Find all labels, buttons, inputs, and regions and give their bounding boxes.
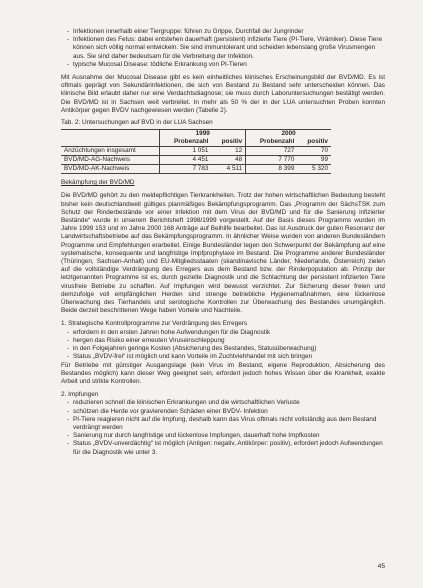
cell: 7 783 [160,165,212,174]
cell: 4 511 [211,165,245,174]
row-label: BVD/MD-AG-Nachweis [61,156,160,165]
col-header: positiv [211,138,245,147]
cell: 12 [211,147,245,156]
table-header-row [61,138,331,147]
list-item: - Infektionen des Fetus: dabei entstehen dauerhaft (persistent) infizierte Tiere (PI-Tiere, Virämiker). Diese Tiere können sich völlig normal entwickeln. Sie sind immuntolerant und scheiden lebenslang große Virusmengen aus. Sie sind daher bedeutsam für die Verbreitung der Infektion. [67,36,385,61]
row-label: BVD/MD-AK-Nachweis [61,165,160,174]
cell: 1 051 [160,147,212,156]
strategy-1-list [67,329,385,362]
paragraph-control: Die BVD/MD gehört zu den meldepflichtigen Tierkrankheiten. Trotz der hohen wirtschaftlichen Bedeutung besteht bisher kein deutschlandweit gültiges planmäßiges Bekämpfungsprogramm. Das „Programm der SächsTSK zum Schutz der Rinderbestände vor einer Infektion mit dem Virus der BVD/MD und für die Sanierung infizierter Bestände“ wurde in unserem Berichtsheft 1998/1999 vorgestellt. Auf der Basis dieses Programms wurden im Jahre 1999 153 und im Jahre 2000 168 Anträge auf Beihilfe bearbeitet. Das ist Ausdruck der guten Resonanz der Landwirtschaftsbetriebe auf das Bekämpfungsprogramm. In ähnlicher Weise wurden von anderen Bundesländern Programme und Empfehlungen erarbeitet. Einige Bundesländer legen den Schwerpunkt der Bekämpfung auf eine systematische, konsequente und langfristige Impfprophylaxe im Bestand. Die Programme anderer Bundesländer (Thüringen, Sachsen-Anhalt) und EU-Mitgliedsstaaten (skandinavische Länder, Niederlande, Österreich) zielen auf die vollständige Verdrängung des Erregers aus dem Bestand bzw. der Rinderpopulation ab. Prinzip der letztgenannten Programme ist es, durch gezielte Diagnostik und die Schlachtung der persistent infizierten Tiere virusfreie Betriebe zu schaffen. Auf Impfungen wird bewusst verzichtet. Zur Sicherung dieser freien und demzufolge voll empfänglichen Herden sind strenge betriebliche Hygienemaßnahmen, eine lückenlose Überwachung des Tierhandels und serologische Kontrollen zur Überwachung des Bestandes unumgänglich. Beide derzeit beschrittenen Wege haben Vorteile und Nachteile. [61,192,385,315]
table-row [61,147,331,156]
infection-list [67,28,385,69]
list-item: - Infektionen innerhalb einer Tiergruppe: führen zu Grippe, Durchfall der Jungrinder [67,28,385,36]
paragraph-clinical: Mit Ausnahme der Mucosal Disease gibt es kein einheitliches klinisches Erscheinungsbild der BVD/MD. Es ist oftmals geprägt von Sekundärinfektionen, die sich von Bestand zu Bestand sehr unterscheiden können. Das klinische Bild erlaubt daher nur eine Verdachtsdiagnose; sie muss durch Laboruntersuchungen bestätigt werden. Die BVD/MD ist in Sachsen weit verbreitet. In mehr als 50 % der in der LUA untersuchten Proben konnten Antikörper gegen BVDV nachgewiesen werden (Tabelle 2). [61,74,385,114]
strategy-2-title: 2. Impfungen [61,391,99,399]
list-item: - Status „BVDV-unverdächtig“ ist möglich (Antigen: negativ, Antikörper: positiv), erfordert jedoch Aufwendungen für die Diagnostik wie unter 3. [67,440,385,456]
section-title: Bekämpfung der BVD/MD [61,179,135,187]
strategy-2-list [67,399,385,456]
year-1999: 1999 [160,130,246,139]
list-item: - hergen das Risiko einer erneuten Viruseinschleppung [67,337,385,345]
cell: 727 [246,147,298,156]
bvd-table [61,129,331,174]
cell: 5 320 [297,165,331,174]
strategy-1-title: 1. Strategische Kontrollprogramme zur Verdrängung des Erregers [61,320,248,328]
list-item: - erfordern in den ersten Jahren hohe Aufwendungen für die Diagnostik [67,329,385,337]
cell: 7 770 [246,156,298,165]
list-item: - schützen die Herde vor gravierenden Schäden einer BVDV- Infektion [67,408,385,416]
col-header: Probenzahl [246,138,298,147]
page-number: 45 [377,562,385,570]
col-header: positiv [297,138,331,147]
list-item: - reduzieren schnell die klinischen Erkrankungen und die wirtschaftlichen Verluste [67,399,385,407]
cell: 99 [297,156,331,165]
list-item: - Sanierung nur durch langfristige und lückenlose Impfungen, dauerhaft hohe Impfkosten [67,432,385,440]
table-row [61,156,331,165]
cell: 8 399 [246,165,298,174]
table-row [61,165,331,174]
year-2000: 2000 [246,130,331,139]
table-year-row [61,130,331,139]
table-caption: Tab. 2: Untersuchungen auf BVD in der LUA Sachsen [61,119,213,127]
col-header: Probenzahl [160,138,212,147]
cell: 48 [211,156,245,165]
cell: 4 451 [160,156,212,165]
strategy-1-note: Für Betriebe mit günstiger Ausgangslage (kein Virus im Bestand, eigene Reproduktion, Absicherung des Bestandes möglich) kann dieser Weg geeignet sein, erfordert jedoch hohes Wissen über die Krankheit, exakte Arbeit und strikte Kontrollen. [61,361,385,385]
list-item: - typische Mucosal Disease: tödliche Erkrankung von PI-Tieren [67,61,385,69]
list-item: - Status „BVDV-frei“ ist möglich und kann Vorteile im Zuchtviehhandel mit sich bringen [67,353,385,361]
list-item: - PI-Tiere reagieren nicht auf die Impfung, deshalb kann das Virus oftmals nicht vollständig aus dem Bestand verdrängt werden [67,416,385,432]
cell: 70 [297,147,331,156]
row-label: Anzüchtungen insgesamt [61,147,160,156]
list-item: - in den Folgejahren geringe Kosten (Absicherung des Bestandes, Statusüberwachung) [67,345,385,353]
